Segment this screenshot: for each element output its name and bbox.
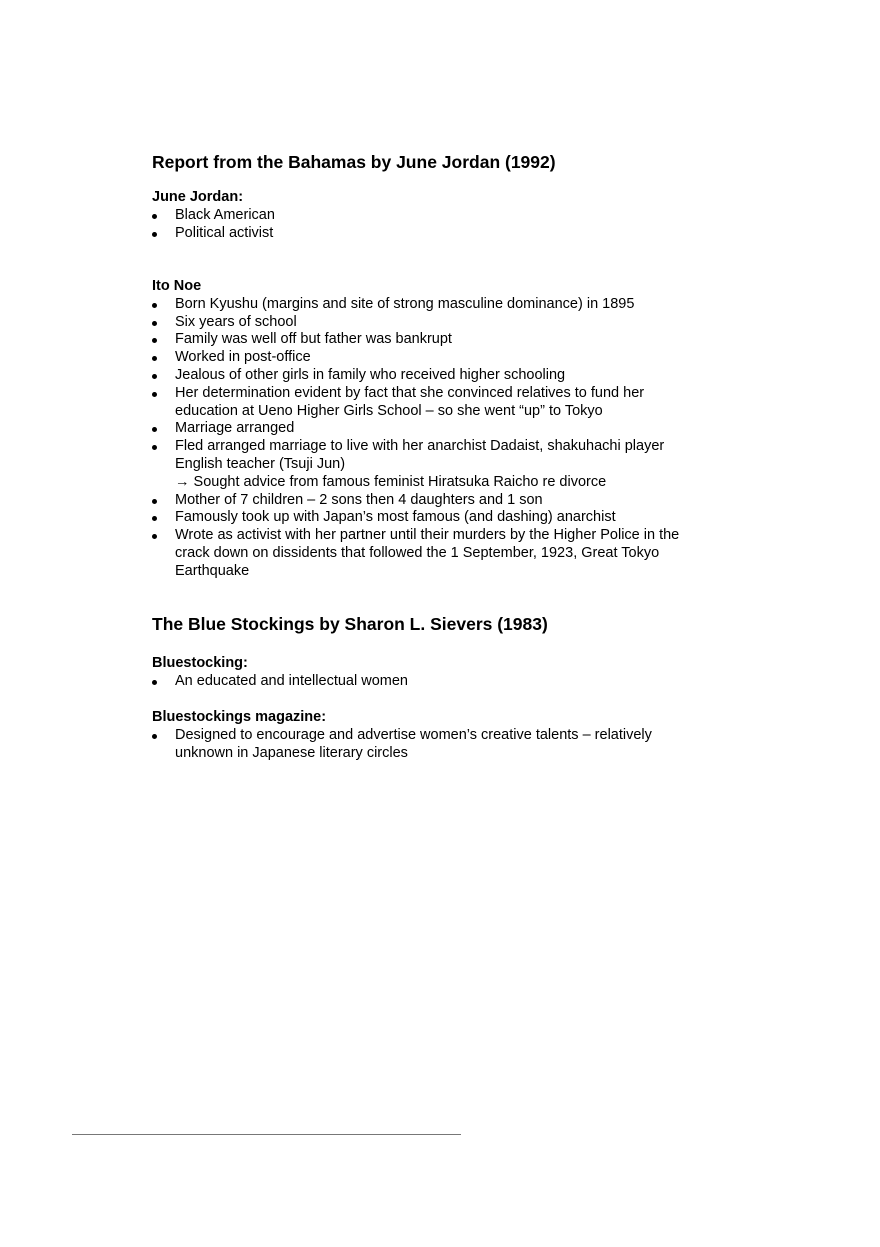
- item-text: Marriage arranged: [175, 420, 295, 437]
- bullet-list: [152, 673, 722, 691]
- item-text: Famously took up with Japan’s most famous (and dashing) anarchist: [175, 509, 616, 526]
- bullet-icon: [152, 516, 157, 521]
- group-bluestockings-magazine: [152, 709, 722, 762]
- group-heading: Ito Noe: [152, 278, 202, 294]
- list-item: [152, 349, 722, 367]
- bullet-list: [152, 727, 722, 763]
- bullet-icon: [152, 392, 157, 397]
- bullet-icon: [152, 356, 157, 361]
- group-june-jordan: [152, 189, 722, 242]
- item-text: Six years of school: [175, 313, 297, 330]
- group-bluestocking: [152, 655, 722, 691]
- bullet-list: [152, 207, 722, 243]
- section-title: Report from the Bahamas by June Jordan (1992): [152, 152, 556, 172]
- bullet-icon: [152, 734, 157, 739]
- bullet-icon: [152, 338, 157, 343]
- bullet-icon: [152, 374, 157, 379]
- bullet-list: [152, 296, 722, 581]
- arrow-subnote: → Sought advice from famous feminist Hiratsuka Raicho re divorce: [175, 473, 607, 490]
- list-item: [152, 207, 722, 225]
- bullet-icon: [152, 321, 157, 326]
- bullet-icon: [152, 214, 157, 219]
- bullet-icon: [152, 303, 157, 308]
- bullet-icon: [152, 680, 157, 685]
- item-text: Jealous of other girls in family who received higher schooling: [175, 366, 566, 383]
- list-item: [152, 314, 722, 332]
- item-text: Wrote as activist with her partner until their murders by the Higher Police in the crack down on dissidents that followed the 1 September, 1923, Great Tokyo Earthquake: [175, 527, 680, 579]
- list-item: [152, 673, 722, 691]
- list-item: [152, 727, 722, 763]
- list-item: [152, 367, 722, 385]
- item-text: Her determination evident by fact that she convinced relatives to fund her education at Ueno Higher Girls School – so she went “up” to Tokyo: [175, 384, 645, 419]
- group-heading: Bluestockings magazine:: [152, 709, 327, 725]
- bullet-icon: [152, 534, 157, 539]
- group-heading: June Jordan:: [152, 189, 244, 205]
- item-text: Fled arranged marriage to live with her anarchist Dadaist, shakuhachi player English teacher (Tsuji Jun): [175, 438, 665, 472]
- bullet-icon: [152, 499, 157, 504]
- item-text: An educated and intellectual women: [175, 672, 408, 689]
- bullet-icon: [152, 445, 157, 450]
- item-text: Family was well off but father was bankrupt: [175, 331, 452, 348]
- list-item: [152, 225, 722, 243]
- bullet-icon: [152, 427, 157, 432]
- item-text: Political activist: [175, 224, 274, 241]
- list-item: [152, 331, 722, 349]
- list-item: [152, 385, 722, 421]
- list-item: [152, 492, 722, 510]
- list-item: [152, 420, 722, 438]
- item-text: Black American: [175, 206, 275, 223]
- list-item: [152, 509, 722, 527]
- item-text: Born Kyushu (margins and site of strong masculine dominance) in 1895: [175, 295, 635, 312]
- group-heading: Bluestocking:: [152, 655, 248, 671]
- list-item: [152, 527, 715, 580]
- list-item: [152, 296, 722, 314]
- item-text: Designed to encourage and advertise women’s creative talents – relatively unknown in Japanese literary circles: [175, 726, 652, 761]
- group-ito-noe: [152, 278, 722, 581]
- item-text: Mother of 7 children – 2 sons then 4 daughters and 1 son: [175, 491, 543, 508]
- bullet-icon: [152, 232, 157, 237]
- list-item: [152, 438, 722, 491]
- footnote-separator: [72, 1134, 461, 1135]
- item-text: Worked in post-office: [175, 349, 311, 366]
- section-title: The Blue Stockings by Sharon L. Sievers (1983): [152, 614, 548, 634]
